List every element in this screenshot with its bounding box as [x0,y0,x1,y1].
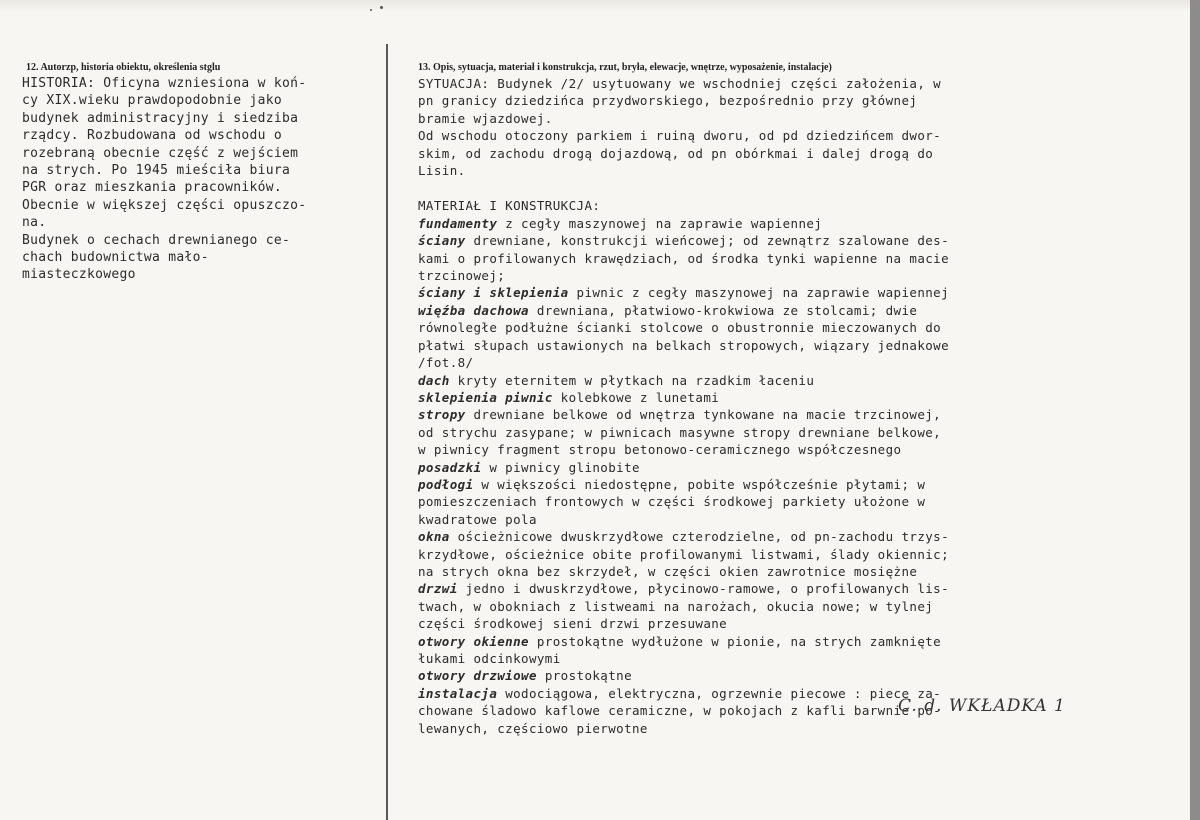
line-text: kolebkowe z lunetami [552,389,720,405]
text-line: miasteczkowego [22,267,136,283]
line-text: od strychu zasypane; w piwnicach masywne stropy drewniane belkowe, [418,424,942,440]
text-line: budynek administracyjny i siedziba [22,110,299,126]
situation-text [418,75,1090,179]
line-text: wodociągowa, elektryczna, ogrzewnie piecowe : piece za- [497,685,942,701]
line-text: pomieszczeniach frontowych w części środkowej parkiety ułożone w [418,494,926,510]
line-text: kami o profilowanych krawędziach, od środka tynki wapienne na macie [418,250,950,266]
text-line: SYTUACJA: Budynek /2/ usytuowany we wschodniej części założenia, w [418,76,942,91]
text-line [418,598,1090,615]
section-term: drzwi [418,581,458,597]
text-line [418,493,1090,510]
left-column-heading: 12. Autorzp, historia obiektu, określenia stglu [26,62,221,73]
section-term: otwory drzwiowe [418,668,537,684]
text-line [418,511,1090,528]
line-text: łukami odcinkowymi [418,651,561,666]
text-line [418,633,1090,650]
history-text [22,75,374,284]
section-term: fundamenty [418,215,498,231]
text-line [418,389,1090,406]
paper-speck [380,6,383,9]
line-text: twach, w obokniach z listweami na narożach, okucia nowe; w tylnej [418,598,934,614]
text-line: rozebraną obecnie część z wejściem [22,145,299,161]
text-line [418,459,1090,476]
paragraph-gap [418,179,1090,197]
page-top-edge [0,0,1200,12]
text-line [418,650,1090,667]
section-term: instalacja [418,685,498,701]
text-line: skim, od zachodu drogą dojazdową, od pn obórkmai i dalej drogą do [418,145,934,161]
line-text: w piwnicy glinobite [481,459,640,475]
text-line [418,232,1090,249]
section-term: ściany [418,233,466,249]
text-line [418,476,1090,493]
line-text: płatwi słupach ustawionych na belkach stropowych, wiązary jednakowe [418,337,950,353]
handwritten-note: C. d. WKŁADKA 1 [898,696,1066,716]
text-line: Budynek o cechach drewnianego ce- [22,232,291,248]
text-line: Lisin. [418,163,466,179]
line-text: prostokątne wydłużone w pionie, na strych zamknięte [528,633,942,649]
line-text: jedno i dwuskrzydłowe, płycinowo-ramowe, o profilowanych lis- [457,581,950,597]
line-text: drewniane, konstrukcji wieńcowej; od zewnątrz szalowane des- [465,233,950,249]
text-line [418,354,1090,371]
material-heading: MATERIAŁ I KONSTRUKCJA: [418,198,601,214]
text-line [418,284,1090,301]
line-text: drewniane belkowe od wnętrza tynkowane na macie trzcinowej, [465,407,942,423]
text-line [418,528,1090,545]
text-line [418,302,1090,319]
text-line: na. [22,215,47,231]
text-line: rządcy. Rozbudowana od wschodu o [22,128,283,144]
line-text: ościeżnicowe dwuskrzydłowe czterodzielne, od pn-zachodu trzys- [449,529,950,545]
column-divider [386,44,388,820]
material-construction-text [418,215,1090,737]
line-text: trzcinowej; [418,268,506,284]
line-text: części środkowej sieni drzwi przesuwane [418,616,728,632]
line-text: drewniana, płatwiowo-krokwiowa ze stolcami; dwie [528,302,918,318]
text-line: Obecnie w większej części opuszczo- [22,197,307,213]
text-line: na strych. Po 1945 mieściła biura [22,163,291,179]
line-text: /fot.8/ [418,355,474,371]
text-line [418,667,1090,684]
line-text: na strych okna bez skrzydeł, w części okien zawrotnice mosiężne [418,563,918,579]
text-line [418,720,1090,737]
text-line [418,319,1090,336]
line-text: w większości niedostępne, pobite współcześnie płytami; w [473,476,926,492]
text-line [418,546,1090,563]
text-line: bramie wjazdowej. [418,110,553,126]
line-text: równoległe podłużne ścianki stolcowe o obustronnie mieczowanych do [418,320,942,336]
line-text: chowane śladowo kaflowe ceramiczne, w pokojach z kafli barwnie po- [418,703,942,719]
section-term: stropy [418,407,466,423]
text-line [418,215,1090,232]
text-line [418,337,1090,354]
text-line: HISTORIA: Oficyna wzniesiona w koń- [22,76,307,91]
text-line: chach budownictwa mało- [22,250,209,266]
section-term: posadzki [418,459,482,475]
text-line [418,372,1090,389]
line-text: piwnic z cegły maszynowej na zaprawie wapiennej [568,285,950,301]
line-text: kryty eternitem w płytkach na rzadkim łaceniu [449,372,815,388]
section-term: okna [418,529,450,545]
text-line [418,267,1090,284]
right-column [418,62,1090,737]
section-term: podłogi [418,476,474,492]
line-text: krzydłowe, ościeżnice obite profilowanymi listwami, ślady okiennic; [418,546,950,562]
line-text: z cegły maszynowej na zaprawie wapiennej [497,215,823,231]
line-text: lewanych, częściowo pierwotne [418,720,648,736]
text-line [418,250,1090,267]
left-column [22,62,374,284]
line-text: prostokątne [536,668,632,684]
text-line: PGR oraz mieszkania pracowników. [22,180,283,196]
paper-speck [370,9,372,11]
section-term: otwory okienne [418,633,529,649]
section-term: więźba dachowa [418,302,529,318]
text-line [418,424,1090,441]
text-line [418,563,1090,580]
text-line: pn granicy dziedzińca przydworskiego, bezpośrednio przy głównej [418,93,918,109]
section-term: dach [418,372,450,388]
text-line [418,406,1090,423]
section-term: ściany i sklepienia [418,285,569,301]
text-line: Od wschodu otoczony parkiem i ruiną dworu, od pd dziedzińcem dwor- [418,128,942,144]
text-line [418,441,1090,458]
line-text: w piwnicy fragment stropu betonowo-ceramicznego współczesnego [418,442,902,458]
right-column-heading: 13. Opis, sytuacja, materiał i konstrukcja, rzut, bryła, elewacje, wnętrze, wyposażenie, instalacje) [418,62,832,73]
text-line [418,615,1090,632]
text-line [418,580,1090,597]
line-text: kwadratowe pola [418,511,537,527]
section-term: sklepienia piwnic [418,389,553,405]
page-right-edge [1190,0,1200,820]
text-line: cy XIX.wieku prawdopodobnie jako [22,93,283,109]
